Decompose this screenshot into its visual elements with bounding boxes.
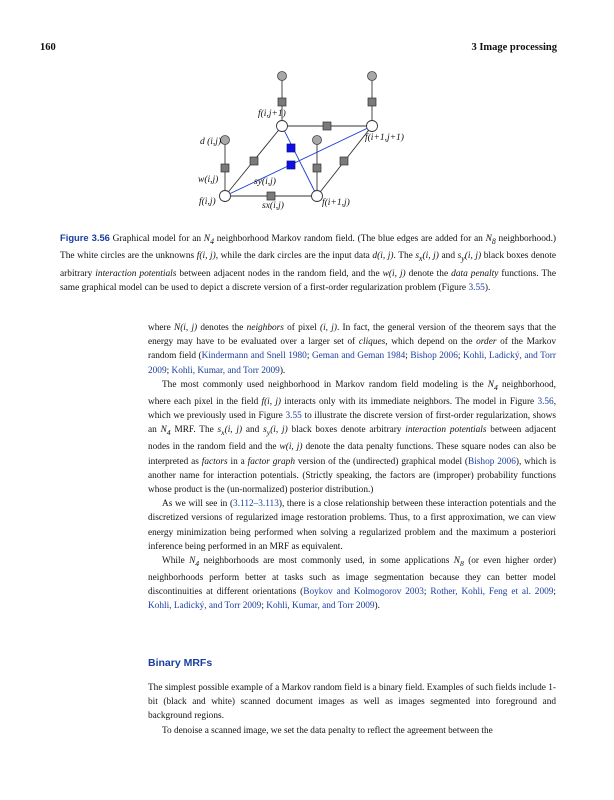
figure-link[interactable]: 3.56 <box>537 396 554 407</box>
label-w-ij: w(i,j) <box>198 175 219 185</box>
unknown-node-f-i1j1 <box>367 121 378 132</box>
interaction-box-sy-right <box>340 157 348 165</box>
caption-text: black boxes denote arbitrary <box>60 251 557 279</box>
figure-link[interactable]: 3.55 <box>285 411 302 422</box>
paragraph-3: As we will see in (3.112–3.113), there is a close relationship between these interaction potentials and the discretized versions of regularized image restoration problems. Thus, to a first approximation, we can view energy minimization being performed when solving a regularized problem and the maximum a posteriori inference being performed in an MRF as equivalent. <box>148 499 556 552</box>
input-node-d-i1j1 <box>368 72 377 81</box>
label-f-i1j: f(i+1,j) <box>322 198 350 208</box>
caption-emphasis: interaction potentials <box>95 268 177 279</box>
unknown-node-f-ij <box>220 191 231 202</box>
running-header: 3 Image processing <box>471 42 557 53</box>
caption-n4: $N_4$ <box>203 234 214 246</box>
caption-text: ). <box>484 283 491 294</box>
caption-text: , while the dark circles are the input data <box>215 251 370 262</box>
caption-math: $s_y(i$, j) <box>457 251 482 264</box>
label-f-ij1: f(i,j+1) <box>258 109 286 119</box>
caption-text: neighborhood.) The white circles are the unknowns <box>60 234 557 262</box>
body-text <box>148 321 556 614</box>
blue-box-diag-lower <box>287 161 295 169</box>
citation-link[interactable]: Rother, Kohli, Feng et al. 2009 <box>430 587 554 598</box>
label-sx-ij: sx(i,j) <box>262 201 284 211</box>
equation-link[interactable]: 3.112–3.113 <box>233 499 279 510</box>
caption-math: d(i, j) <box>372 251 394 262</box>
citation-link[interactable]: Kohli, Kumar, and Torr 2009 <box>171 365 280 376</box>
body-text-binary-mrfs <box>148 681 556 738</box>
citation-link[interactable]: Kindermann and Snell 1980 <box>201 351 307 362</box>
section-heading: Binary MRFs <box>148 657 213 669</box>
input-node-d-ij1 <box>278 72 287 81</box>
citation-link[interactable]: Kohli, Kumar, and Torr 2009 <box>266 601 375 612</box>
penalty-box-w-i1j <box>313 164 321 172</box>
caption-figure-number: Figure 3.56 <box>60 232 110 243</box>
label-sy-ij: sy(i,j) <box>254 177 276 187</box>
paragraph-1: where N(i, j) denotes the neighbors of pixel (i, j). In fact, the general version of the theorem says that the energy may have to be evaluated over a larger set of cliques, which depend on the order of the Markov random field (Kindermann and Snell 1980; Geman and Geman 1984; Bishop 2006; Kohli, Ladický, and Torr 2009; Kohli, Kumar, and Torr 2009). <box>148 323 556 376</box>
input-node-d-i1j <box>313 136 322 145</box>
citation-link[interactable]: Kohli, Ladický, and Torr 2009 <box>148 601 262 612</box>
input-node-d-ij <box>221 136 230 145</box>
caption-emphasis: data penalty <box>451 268 499 279</box>
paragraph-binary-1: The simplest possible example of a Markov random field is a binary field. Examples of such fields include 1-bit (black and white) scanned document images as well as images segmented into foreground and background regions. <box>148 683 556 722</box>
paragraph-2: The most commonly used neighborhood in Markov random field modeling is the $N_4$ neighborhood, where each pixel in the field f(i, j) interacts only with its immediate neighbors. The model in Figure 3.56, which we previously used in Figure 3.55 to illustrate the discrete version of first-order regularization, shows an $N_4$ MRF. The $s_x(i$, j) and $s_y(i$, j) black boxes denote arbitrary interaction potentials between adjacent nodes in the random field and the w(i, j) denote the data penalty functions. These square nodes can also be interpreted as factors in a factor graph version of the (undirected) graphical model (Bishop 2006), which is another name for interaction potentials. (Strictly speaking, the factors are (improper) probability functions whose product is the (un-normalized) posterior distribution.) <box>148 379 557 495</box>
penalty-box-w-ij <box>221 164 229 172</box>
label-f-ij: f(i,j) <box>199 197 216 207</box>
figure-graphical-model <box>190 68 430 218</box>
caption-math: f(i, j) <box>196 251 216 262</box>
citation-link[interactable]: Geman and Geman 1984 <box>311 351 406 362</box>
caption-text: Graphical model for an <box>112 234 202 244</box>
caption-math: w(i, j) <box>382 268 406 279</box>
blue-edge-diag1 <box>225 126 372 196</box>
caption-text: neighborhood Markov random field. (The blue edges are added for an <box>216 234 483 244</box>
paragraph-binary-2: To denoise a scanned image, we set the data penalty to reflect the agreement between the <box>162 725 493 736</box>
penalty-box-w-i1j1 <box>368 98 376 106</box>
paragraph-4: While $N_4$ neighborhoods are most commonly used, in some applications $N_8$ (or even higher order) neighborhoods perform better at tasks such as image segmentation because they can better model discontinuities at different orientations (Boykov and Kolmogorov 2003; Rother, Kohli, Feng et al. 2009; Kohli, Ladický, and Torr 2009; Kohli, Kumar, and Torr 2009). <box>148 555 557 612</box>
caption-n8: $N_8$ <box>485 234 496 246</box>
citation-link[interactable]: Bishop 2006 <box>410 351 458 362</box>
page-number: 160 <box>40 42 56 53</box>
citation-link[interactable]: Kohli, Ladický, and Torr 2009 <box>148 351 556 376</box>
label-f-i1j1: f(i+1,j+1) <box>365 133 404 143</box>
blue-box-diag-upper <box>287 144 295 152</box>
caption-figure-link[interactable]: 3.55 <box>468 283 485 294</box>
interaction-box-sx-bottom <box>267 192 275 200</box>
unknown-node-f-i1j <box>312 191 323 202</box>
caption-math: $s_x(i$, j) <box>415 251 439 264</box>
penalty-box-w-ij1 <box>278 98 286 106</box>
citation-link[interactable]: Bishop 2006 <box>468 456 516 467</box>
caption-text: . The <box>393 251 413 262</box>
caption-text: denote the <box>408 268 449 279</box>
figure-caption <box>60 231 556 296</box>
interaction-box-sy-left <box>250 157 258 165</box>
label-d-ij: d (i,j) <box>200 137 222 147</box>
caption-text: functions. The same graphical model can be used to depict a discrete version of a first-order regularization problem (Figure <box>60 268 557 294</box>
unknown-node-f-ij1 <box>277 121 288 132</box>
interaction-box-sx-top <box>323 122 331 130</box>
citation-link[interactable]: Boykov and Kolmogorov 2003 <box>303 587 424 598</box>
caption-text: and <box>441 251 456 262</box>
caption-text: between adjacent nodes in the random field, and the <box>179 268 380 279</box>
